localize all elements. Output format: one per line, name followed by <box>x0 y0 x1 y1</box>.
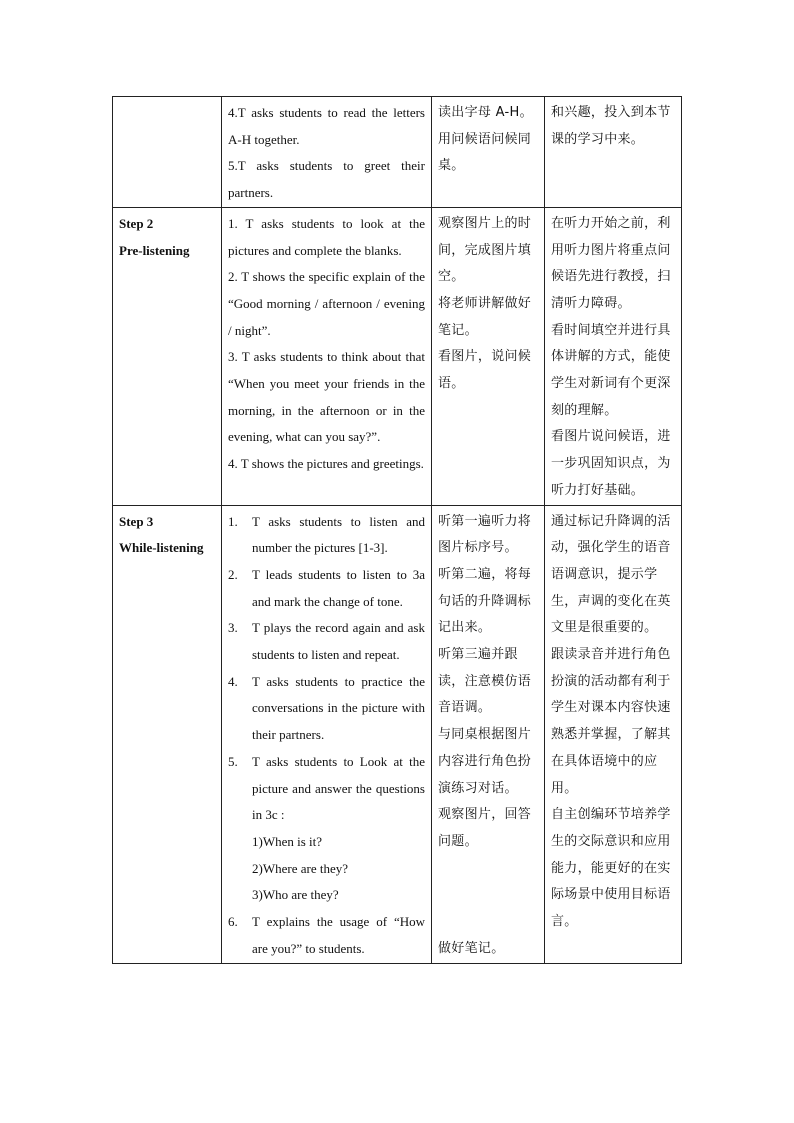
item-number: 3. <box>228 620 238 636</box>
purpose-text: 通过标记升降调的活动，强化学生的语音语调意识，提示学生，声调的变化在英文里是很重要的。 <box>551 513 671 636</box>
step-cell <box>113 97 222 208</box>
teacher-activity: 3. T asks students to think about that “When you meet your friends in the morning, in the afternoon or in the evening, what can you say?”. <box>228 349 425 445</box>
teacher-activity-list <box>228 509 425 963</box>
purpose-text: 和兴趣，投入到本节课的学习中来。 <box>551 105 671 147</box>
teacher-activity-cell <box>222 505 432 963</box>
purpose-text: 跟读录音并进行角色扮演的活动都有利于学生对课本内容快速熟悉并掌握，了解其在具体语境中的应用。 <box>551 647 671 796</box>
table-row <box>113 97 682 208</box>
student-activity: 观察图片，回答问题。 <box>438 807 532 849</box>
step-cell <box>113 207 222 505</box>
item-text: T plays the record again and ask students to listen and repeat. <box>252 620 425 663</box>
question-item: 3)Who are they? <box>252 887 339 903</box>
item-number: 5. <box>228 753 238 769</box>
student-activity: 读出字母 A-H。 <box>438 105 533 120</box>
student-activity: 听第一遍听力将图片标序号。 <box>438 513 532 556</box>
list-item <box>228 562 425 615</box>
student-activity: 听第三遍并跟读，注意模仿语音语调。 <box>438 647 532 716</box>
student-activity: 与同桌根据图片内容进行角色扮演练习对话。 <box>438 727 532 796</box>
item-number: 6. <box>228 914 238 930</box>
student-activity: 将老师讲解做好笔记。 <box>438 295 532 338</box>
teacher-activity-cell <box>222 97 432 208</box>
teacher-activity: 4.T asks students to read the letters A-H together. <box>228 105 425 147</box>
item-text: T leads students to listen to 3a and mark the change of tone. <box>252 566 425 609</box>
student-activity: 做好笔记。 <box>438 940 505 956</box>
teacher-activity: 1. T asks students to look at the pictures and complete the blanks. <box>228 215 425 258</box>
list-item <box>228 669 425 749</box>
question-item: 1)When is it? <box>252 833 323 849</box>
table-row <box>113 505 682 963</box>
purpose-text: 在听力开始之前，利用听力图片将重点问候语先进行教授，扫清听力障碍。 <box>551 215 671 311</box>
item-number: 2. <box>228 566 238 582</box>
item-number: 1. <box>228 513 238 529</box>
item-text: T asks students to practice the conversations in the picture with their partners. <box>252 673 425 743</box>
step-subtitle: While-listening <box>119 540 204 556</box>
student-activity-cell <box>432 505 545 963</box>
teacher-activity: 2. T shows the specific explain of the “Good morning / afternoon / evening / night”. <box>228 269 425 338</box>
step-subtitle: Pre-listening <box>119 242 190 258</box>
student-activity: 看图片，说问候语。 <box>438 349 532 392</box>
spacer <box>438 856 538 936</box>
student-activity: 用问候语问候同桌。 <box>438 131 532 174</box>
question-item: 2)Where are they? <box>252 860 348 876</box>
teacher-activity-cell <box>222 207 432 505</box>
student-activity-cell <box>432 97 545 208</box>
list-item <box>228 615 425 668</box>
item-text: T asks students to listen and number the pictures [1-3]. <box>252 513 425 556</box>
student-activity: 听第二遍，将每句话的升降调标记出来。 <box>438 566 532 636</box>
teacher-activity: 4. T shows the pictures and greetings. <box>228 456 424 472</box>
item-text: T explains the usage of “How are you?” to students. <box>252 914 425 956</box>
teacher-activity: 5.T asks students to greet their partners. <box>228 158 425 201</box>
purpose-cell <box>545 505 682 963</box>
purpose-text: 自主创编环节培养学生的交际意识和应用能力，能更好的在实际场景中使用目标语言。 <box>551 807 671 930</box>
step-title: Step 2 <box>119 215 154 231</box>
step-cell <box>113 505 222 963</box>
list-item <box>228 749 425 909</box>
item-number: 4. <box>228 673 238 689</box>
list-item <box>228 509 425 562</box>
item-text: T asks students to Look at the picture and answer the questions in 3c : <box>252 753 425 823</box>
purpose-cell <box>545 207 682 505</box>
step-title: Step 3 <box>119 513 154 529</box>
list-item <box>228 909 425 962</box>
purpose-text: 看时间填空并进行具体讲解的方式，能使学生对新词有个更深刻的理解。 <box>551 322 671 418</box>
purpose-text: 看图片说问候语，进一步巩固知识点，为听力打好基础。 <box>551 429 671 498</box>
table-row <box>113 207 682 505</box>
student-activity-cell <box>432 207 545 505</box>
lesson-plan-table <box>112 96 682 964</box>
student-activity: 观察图片上的时间，完成图片填空。 <box>438 215 532 285</box>
purpose-cell <box>545 97 682 208</box>
